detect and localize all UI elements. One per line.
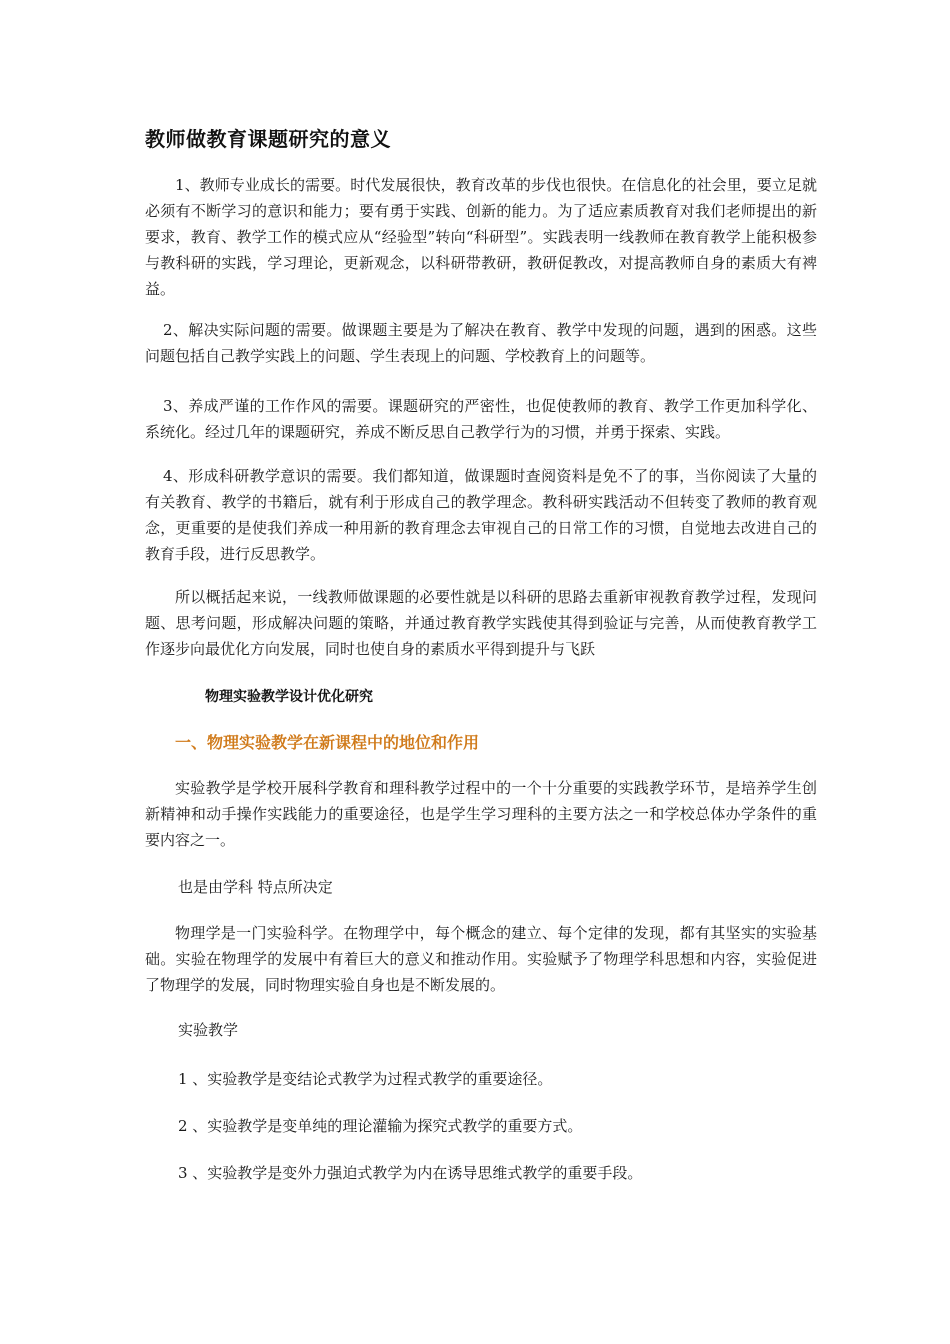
paragraph-1: 1、教师专业成长的需要。时代发展很快，教育改革的步伐也很快。在信息化的社会里，要立足就必须有不断学习的意识和能力；要有勇于实践、创新的能力。为了适应素质教育对我们老师提出的新要求，教育、教学工作的模式应从“经验型”转向“科研型”。实践表明一线教师在教育教学上能积极参与教科研的实践，学习理论，更新观念，以科研带教研，教研促教改，对提高教师自身的素质大有裨益。 [145,176,817,298]
paragraph-4: 4、形成科研教学意识的需要。我们都知道，做课题时查阅资料是免不了的事，当你阅读了大量的有关教育、教学的书籍后，就有利于形成自己的教学理念。教科研实践活动不但转变了教师的教育观念，更重要的是使我们养成一种用新的教育理念去审视自己的日常工作的习惯，自觉地去改进自己的教育手段，进行反思教学。 [145,467,817,563]
list-item-2: 2 、实验教学是变单纯的理论灌输为探究式教学的重要方式。 [178,1117,583,1135]
section-line-experiment-teaching: 实验教学 [178,1021,239,1039]
paragraph-5: 所以概括起来说，一线教师做课题的必要性就是以科研的思路去重新审视教育教学过程，发现问题、思考问题，形成解决问题的策略，并通过教育教学实践使其得到验证与完善，从而使教育教学工作逐步向最优化方向发展，同时也使自身的素质水平得到提升与飞跃 [145,588,817,658]
document-title: 教师做教育课题研究的意义 [145,127,391,151]
section-paragraph-physics: 物理学是一门实验科学。在物理学中，每个概念的建立、每个定律的发现，都有其坚实的实验基础。实验在物理学的发展中有着巨大的意义和推动作用。实验赋予了物理学科思想和内容，实验促进了物理学的发展，同时物理实验自身也是不断发展的。 [145,924,817,994]
section-line-discipline: 也是由学科 特点所决定 [178,878,333,896]
list-item-3: 3 、实验教学是变外力强迫式教学为内在诱导思维式教学的重要手段。 [178,1164,643,1182]
paragraph-3: 3、养成严谨的工作作风的需要。课题研究的严密性，也促使教师的教育、教学工作更加科学化、系统化。经过几年的课题研究，养成不断反思自己教学行为的习惯，并勇于探索、实践。 [145,397,817,441]
paragraph-2: 2、解决实际问题的需要。做课题主要是为了解决在教育、教学中发现的问题，遇到的困惑。这些问题包括自己教学实践上的问题、学生表现上的问题、学校教育上的问题等。 [145,321,817,365]
subtitle: 物理实验教学设计优化研究 [205,689,373,705]
list-item-1: 1 、实验教学是变结论式教学为过程式教学的重要途径。 [178,1070,553,1088]
section-paragraph-1: 实验教学是学校开展科学教育和理科教学过程中的一个十分重要的实践教学环节，是培养学生创新精神和动手操作实践能力的重要途径，也是学生学习理科的主要方法之一和学校总体办学条件的重要内容之一。 [145,779,817,849]
section-heading: 一、物理实验教学在新课程中的地位和作用 [175,733,480,752]
